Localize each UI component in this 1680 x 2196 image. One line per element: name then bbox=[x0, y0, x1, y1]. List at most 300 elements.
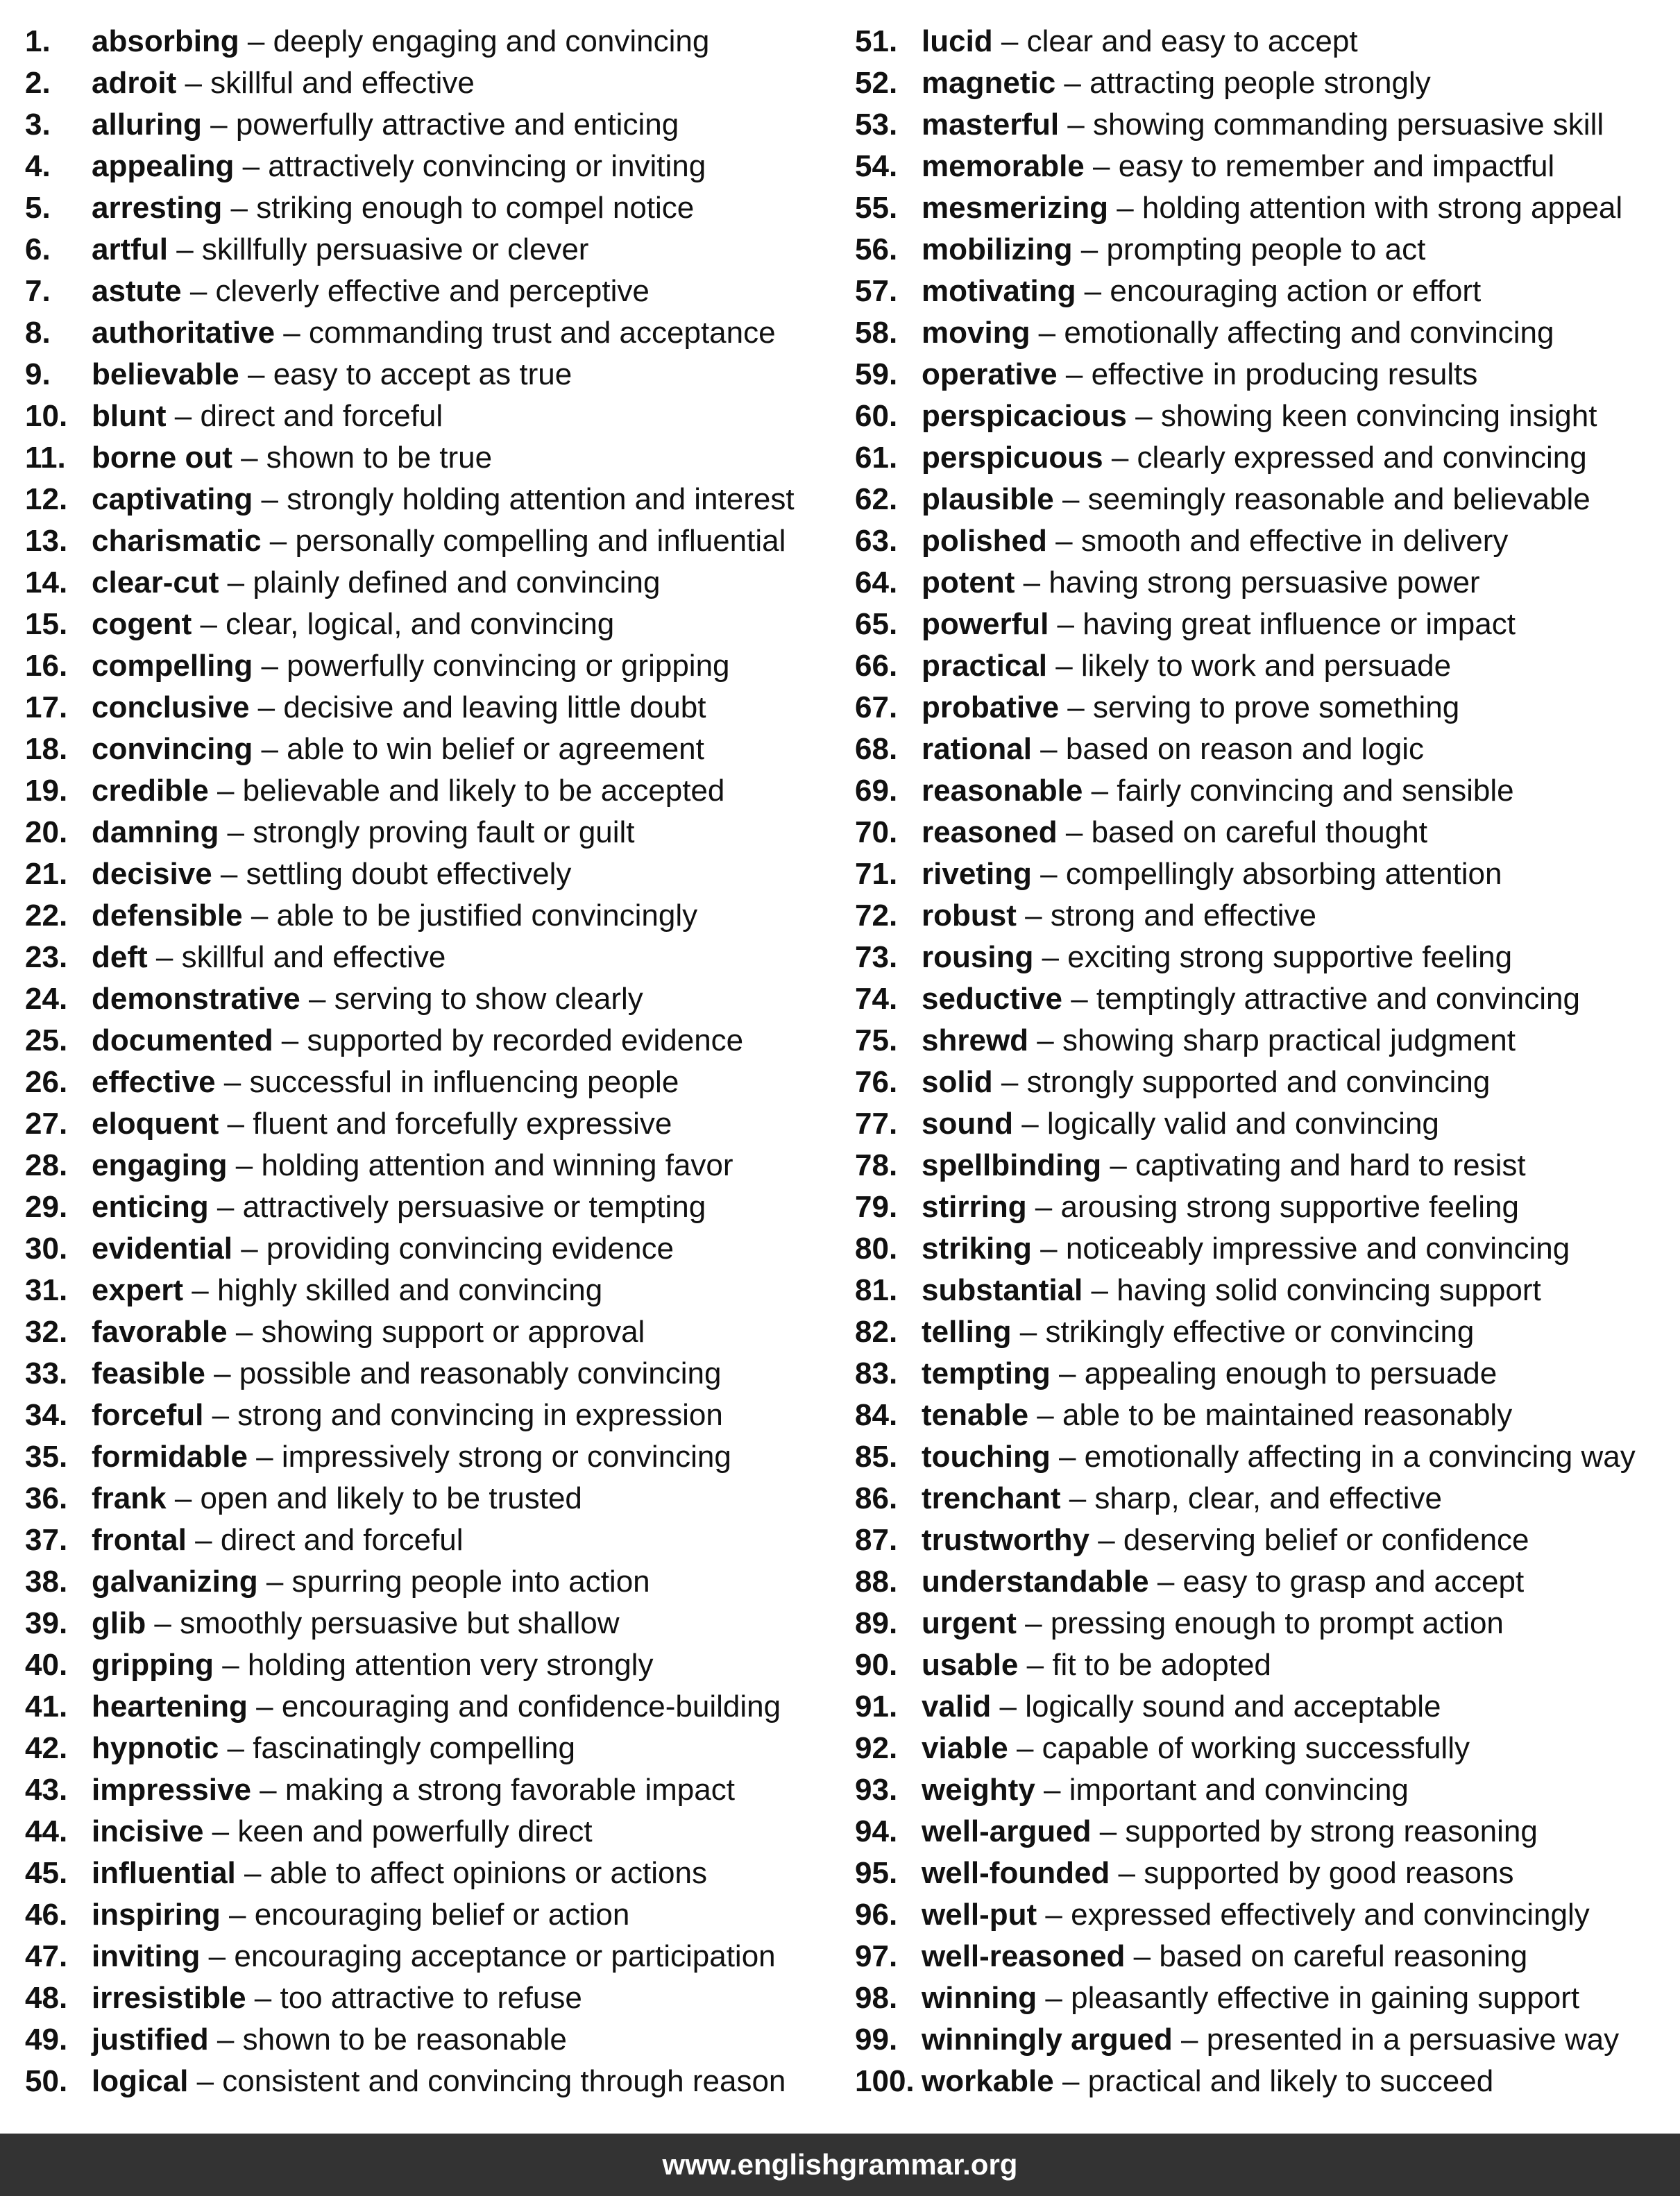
list-item-definition: clearly expressed and convincing bbox=[1137, 441, 1587, 475]
list-item bbox=[25, 520, 851, 562]
list-item-number: 84. bbox=[855, 1398, 898, 1432]
list-item-word: mobilizing bbox=[922, 232, 1073, 266]
list-item-separator: – bbox=[1015, 565, 1049, 599]
list-item bbox=[25, 354, 851, 395]
list-item-definition: fit to be adopted bbox=[1052, 1648, 1271, 1682]
list-item-word: inviting bbox=[92, 1939, 201, 1973]
list-item-definition: showing keen convincing insight bbox=[1160, 399, 1597, 433]
list-item-separator: – bbox=[146, 1606, 180, 1640]
list-item-number: 10. bbox=[25, 399, 68, 433]
list-item-word: enticing bbox=[92, 1190, 209, 1224]
list-item-definition: strongly proving fault or guilt bbox=[253, 815, 635, 849]
list-item bbox=[855, 2019, 1680, 2061]
list-item bbox=[25, 187, 851, 229]
list-item-number: 13. bbox=[25, 524, 68, 558]
list-item-number: 73. bbox=[855, 940, 898, 974]
list-item bbox=[855, 1228, 1680, 1270]
list-item-definition: encouraging and confidence-building bbox=[281, 1689, 781, 1723]
list-item-separator: – bbox=[188, 2064, 223, 2098]
footer-url[interactable]: www.englishgrammar.org bbox=[662, 2148, 1018, 2181]
list-item-separator: – bbox=[176, 66, 211, 100]
list-item-word: seductive bbox=[922, 982, 1062, 1016]
list-item-definition: holding attention and winning favor bbox=[261, 1148, 733, 1182]
list-item-separator: – bbox=[239, 357, 273, 391]
list-item-word: feasible bbox=[92, 1356, 205, 1390]
list-item-separator: – bbox=[166, 399, 201, 433]
list-item-separator: – bbox=[208, 774, 243, 808]
list-item-separator: – bbox=[1103, 441, 1137, 475]
list-item bbox=[855, 354, 1680, 395]
list-item bbox=[855, 1977, 1680, 2019]
list-item bbox=[25, 1936, 851, 1977]
list-item-separator: – bbox=[219, 1731, 253, 1765]
list-item-number: 83. bbox=[855, 1356, 898, 1390]
list-item-separator: – bbox=[1059, 108, 1093, 142]
list-item-separator: – bbox=[219, 1107, 253, 1141]
list-item-word: winning bbox=[922, 1981, 1037, 2015]
list-item-definition: impressively strong or convincing bbox=[281, 1440, 731, 1474]
list-item-definition: likely to work and persuade bbox=[1080, 649, 1452, 683]
list-item-number: 7. bbox=[25, 274, 51, 308]
list-item-separator: – bbox=[261, 524, 296, 558]
list-item-word: heartening bbox=[92, 1689, 248, 1723]
list-item bbox=[25, 687, 851, 729]
list-item-separator: – bbox=[992, 24, 1027, 58]
list-item-definition: practical and likely to succeed bbox=[1087, 2064, 1494, 2098]
list-item-word: shrewd bbox=[922, 1023, 1029, 1057]
list-item-definition: strong and convincing in expression bbox=[237, 1398, 723, 1432]
list-item-definition: having great influence or impact bbox=[1083, 607, 1516, 641]
list-item-definition: based on reason and logic bbox=[1065, 732, 1425, 766]
list-item-definition: open and likely to be trusted bbox=[200, 1481, 582, 1515]
list-item bbox=[855, 1062, 1680, 1103]
list-item-separator: – bbox=[253, 649, 287, 683]
list-item-word: defensible bbox=[92, 899, 243, 933]
list-item bbox=[25, 312, 851, 354]
list-item bbox=[855, 1145, 1680, 1186]
list-item bbox=[855, 1728, 1680, 1769]
list-item-definition: striking enough to compel notice bbox=[256, 191, 695, 225]
list-item bbox=[25, 1353, 851, 1395]
list-item bbox=[25, 1311, 851, 1353]
list-item-separator: – bbox=[991, 1689, 1026, 1723]
list-item-number: 9. bbox=[25, 357, 51, 391]
list-item bbox=[25, 1603, 851, 1644]
list-item-definition: supported by strong reasoning bbox=[1125, 1814, 1538, 1848]
list-item-separator: – bbox=[168, 232, 202, 266]
list-item bbox=[25, 271, 851, 312]
list-item bbox=[855, 1520, 1680, 1561]
list-item-number: 64. bbox=[855, 565, 898, 599]
list-item-word: logical bbox=[92, 2064, 189, 2098]
list-item-number: 39. bbox=[25, 1606, 68, 1640]
list-item-word: rational bbox=[922, 732, 1032, 766]
list-item-definition: keen and powerfully direct bbox=[237, 1814, 593, 1848]
list-item-word: astute bbox=[92, 274, 182, 308]
list-item bbox=[855, 604, 1680, 645]
word-list-column-left bbox=[25, 21, 851, 2102]
list-item-word: justified bbox=[92, 2023, 209, 2057]
list-item-number: 88. bbox=[855, 1565, 898, 1599]
list-item-separator: – bbox=[1018, 1648, 1053, 1682]
list-item-separator: – bbox=[1172, 2023, 1207, 2057]
list-item-separator: – bbox=[1049, 607, 1083, 641]
list-item-word: riveting bbox=[922, 857, 1032, 891]
list-item-separator: – bbox=[1016, 1606, 1051, 1640]
list-item-word: touching bbox=[922, 1440, 1051, 1474]
list-item-number: 43. bbox=[25, 1773, 68, 1807]
list-item-definition: consistent and convincing through reason bbox=[222, 2064, 786, 2098]
list-item bbox=[25, 479, 851, 520]
list-item bbox=[25, 770, 851, 812]
list-item bbox=[25, 1145, 851, 1186]
list-item-definition: exciting strong supportive feeling bbox=[1067, 940, 1513, 974]
list-item-separator: – bbox=[1091, 1814, 1126, 1848]
list-item-definition: serving to show clearly bbox=[334, 982, 643, 1016]
list-item-word: motivating bbox=[922, 274, 1076, 308]
list-item bbox=[25, 1561, 851, 1603]
list-item-definition: seemingly reasonable and believable bbox=[1087, 482, 1590, 516]
list-item-number: 98. bbox=[855, 1981, 898, 2015]
list-item bbox=[25, 1186, 851, 1228]
list-item bbox=[25, 395, 851, 437]
list-item-definition: skillfully persuasive or clever bbox=[201, 232, 589, 266]
list-item-separator: – bbox=[1072, 232, 1107, 266]
list-item bbox=[855, 812, 1680, 853]
list-item-separator: – bbox=[247, 1689, 282, 1723]
list-item-separator: – bbox=[203, 1398, 238, 1432]
list-item-number: 82. bbox=[855, 1315, 898, 1349]
list-item-number: 93. bbox=[855, 1773, 898, 1807]
list-item-separator: – bbox=[239, 24, 273, 58]
list-item bbox=[855, 1311, 1680, 1353]
list-item bbox=[25, 1478, 851, 1520]
list-item bbox=[855, 437, 1680, 479]
list-item-number: 25. bbox=[25, 1023, 68, 1057]
list-item-definition: successful in influencing people bbox=[249, 1065, 679, 1099]
list-item bbox=[25, 2019, 851, 2061]
list-item-separator: – bbox=[1037, 1898, 1071, 1932]
list-item-definition: arousing strong supportive feeling bbox=[1060, 1190, 1519, 1224]
list-item-number: 57. bbox=[855, 274, 898, 308]
list-item-word: decisive bbox=[92, 857, 212, 891]
list-item-separator: – bbox=[247, 1440, 282, 1474]
list-item-definition: smoothly persuasive but shallow bbox=[180, 1606, 620, 1640]
list-item-word: frank bbox=[92, 1481, 167, 1515]
list-item-word: impressive bbox=[92, 1773, 251, 1807]
list-item bbox=[25, 729, 851, 770]
list-item-definition: fairly convincing and sensible bbox=[1117, 774, 1514, 808]
list-item-separator: – bbox=[1012, 1107, 1047, 1141]
list-item-word: perspicacious bbox=[922, 399, 1127, 433]
list-item bbox=[855, 895, 1680, 937]
list-item-separator: – bbox=[1050, 1356, 1085, 1390]
list-item bbox=[25, 1728, 851, 1769]
list-item-separator: – bbox=[992, 1065, 1027, 1099]
list-item-separator: – bbox=[1035, 1773, 1069, 1807]
list-item-definition: prompting people to act bbox=[1106, 232, 1426, 266]
list-item-number: 76. bbox=[855, 1065, 898, 1099]
list-item-word: galvanizing bbox=[92, 1565, 258, 1599]
list-item-definition: shown to be true bbox=[266, 441, 493, 475]
list-item-word: viable bbox=[922, 1731, 1008, 1765]
list-item-number: 36. bbox=[25, 1481, 68, 1515]
list-item-number: 18. bbox=[25, 732, 68, 766]
list-item-word: tempting bbox=[922, 1356, 1051, 1390]
list-item-number: 38. bbox=[25, 1565, 68, 1599]
list-item-separator: – bbox=[1089, 1523, 1123, 1557]
list-item bbox=[855, 1270, 1680, 1311]
list-item-definition: commanding trust and acceptance bbox=[308, 316, 776, 350]
list-item-separator: – bbox=[1053, 482, 1088, 516]
list-item bbox=[25, 853, 851, 895]
list-item-number: 67. bbox=[855, 690, 898, 724]
list-item-definition: able to win belief or agreement bbox=[287, 732, 704, 766]
list-item-separator: – bbox=[1126, 399, 1161, 433]
list-item-word: glib bbox=[92, 1606, 146, 1640]
list-item-word: urgent bbox=[922, 1606, 1017, 1640]
list-item-word: incisive bbox=[92, 1814, 204, 1848]
list-item-definition: easy to remember and impactful bbox=[1118, 149, 1555, 183]
list-item bbox=[25, 1062, 851, 1103]
list-item bbox=[855, 687, 1680, 729]
list-item-separator: – bbox=[1046, 649, 1081, 683]
list-item-separator: – bbox=[147, 940, 182, 974]
list-item bbox=[25, 1811, 851, 1853]
list-item bbox=[855, 104, 1680, 146]
list-item-word: workable bbox=[922, 2064, 1054, 2098]
list-item-definition: deeply engaging and convincing bbox=[273, 24, 710, 58]
list-item bbox=[855, 1395, 1680, 1436]
list-item-separator: – bbox=[257, 1565, 292, 1599]
list-item-number: 2. bbox=[25, 66, 51, 100]
list-item-number: 3. bbox=[25, 108, 51, 142]
list-item bbox=[855, 229, 1680, 271]
list-item bbox=[855, 1020, 1680, 1062]
list-item-number: 51. bbox=[855, 24, 898, 58]
list-item bbox=[855, 1811, 1680, 1853]
list-item-definition: serving to prove something bbox=[1092, 690, 1460, 724]
list-item bbox=[25, 604, 851, 645]
list-item-word: understandable bbox=[922, 1565, 1149, 1599]
list-item-definition: direct and forceful bbox=[200, 399, 443, 433]
list-item-definition: making a strong favorable impact bbox=[285, 1773, 735, 1807]
list-item-definition: strongly holding attention and interest bbox=[287, 482, 795, 516]
list-item-definition: effective in producing results bbox=[1091, 357, 1478, 391]
list-item-separator: – bbox=[222, 191, 257, 225]
list-item bbox=[855, 562, 1680, 604]
list-item-definition: shown to be reasonable bbox=[242, 2023, 567, 2057]
list-item bbox=[855, 479, 1680, 520]
list-item-separator: – bbox=[219, 815, 253, 849]
list-item-separator: – bbox=[232, 1232, 266, 1266]
list-item-number: 23. bbox=[25, 940, 68, 974]
list-item-word: documented bbox=[92, 1023, 273, 1057]
list-item-number: 41. bbox=[25, 1689, 68, 1723]
list-item-definition: pleasantly effective in gaining support bbox=[1071, 1981, 1580, 2015]
list-item-number: 91. bbox=[855, 1689, 898, 1723]
list-item-definition: having strong persuasive power bbox=[1049, 565, 1480, 599]
list-item-separator: – bbox=[1030, 316, 1064, 350]
list-item-separator: – bbox=[166, 1481, 201, 1515]
list-item-definition: strong and effective bbox=[1050, 899, 1317, 933]
list-item-separator: – bbox=[253, 482, 287, 516]
list-item-word: memorable bbox=[922, 149, 1085, 183]
list-item bbox=[25, 229, 851, 271]
list-item-number: 27. bbox=[25, 1107, 68, 1141]
list-item-word: spellbinding bbox=[922, 1148, 1102, 1182]
list-item-number: 4. bbox=[25, 149, 51, 183]
list-item-number: 45. bbox=[25, 1856, 68, 1890]
list-item-word: irresistible bbox=[92, 1981, 246, 2015]
list-item-separator: – bbox=[227, 1315, 262, 1349]
list-item-separator: – bbox=[200, 1939, 235, 1973]
list-item-word: credible bbox=[92, 774, 209, 808]
list-item-definition: having solid convincing support bbox=[1117, 1273, 1541, 1307]
list-item-separator: – bbox=[232, 441, 266, 475]
list-item-number: 42. bbox=[25, 1731, 68, 1765]
list-item-word: tenable bbox=[922, 1398, 1029, 1432]
list-item-word: believable bbox=[92, 357, 239, 391]
list-item-word: lucid bbox=[922, 24, 993, 58]
list-item-word: usable bbox=[922, 1648, 1019, 1682]
list-item-word: striking bbox=[922, 1232, 1032, 1266]
list-item bbox=[25, 2061, 851, 2102]
list-item-number: 92. bbox=[855, 1731, 898, 1765]
list-item-number: 26. bbox=[25, 1065, 68, 1099]
list-item-separator: – bbox=[1028, 1023, 1062, 1057]
list-item bbox=[25, 562, 851, 604]
list-item-number: 14. bbox=[25, 565, 68, 599]
list-item-word: gripping bbox=[92, 1648, 214, 1682]
list-item-number: 11. bbox=[25, 441, 66, 475]
list-item bbox=[25, 812, 851, 853]
list-item-number: 61. bbox=[855, 441, 898, 475]
list-item-number: 47. bbox=[25, 1939, 68, 1973]
list-item-word: trustworthy bbox=[922, 1523, 1089, 1557]
list-item-number: 62. bbox=[855, 482, 898, 516]
list-item-word: engaging bbox=[92, 1148, 228, 1182]
list-item-number: 79. bbox=[855, 1190, 898, 1224]
list-item-separator: – bbox=[1033, 940, 1068, 974]
list-item-definition: emotionally affecting in a convincing way bbox=[1084, 1440, 1636, 1474]
list-item-separator: – bbox=[219, 565, 253, 599]
list-item bbox=[25, 1520, 851, 1561]
list-item-separator: – bbox=[1016, 899, 1051, 933]
list-item-number: 44. bbox=[25, 1814, 68, 1848]
list-item-number: 31. bbox=[25, 1273, 68, 1307]
list-item-number: 86. bbox=[855, 1481, 898, 1515]
list-item-separator: – bbox=[215, 1065, 250, 1099]
list-item-word: evidential bbox=[92, 1232, 232, 1266]
list-item bbox=[855, 1644, 1680, 1686]
list-item-definition: fascinatingly compelling bbox=[253, 1731, 575, 1765]
list-item-word: substantial bbox=[922, 1273, 1083, 1307]
list-item-number: 60. bbox=[855, 399, 898, 433]
list-item bbox=[855, 1894, 1680, 1936]
list-item bbox=[855, 1353, 1680, 1395]
list-item bbox=[855, 1686, 1680, 1728]
list-item-separator: – bbox=[212, 857, 246, 891]
list-item-separator: – bbox=[1008, 1731, 1042, 1765]
list-item-number: 99. bbox=[855, 2023, 898, 2057]
list-item-separator: – bbox=[227, 1148, 262, 1182]
list-item-number: 72. bbox=[855, 899, 898, 933]
list-item-number: 46. bbox=[25, 1898, 68, 1932]
list-item-separator: – bbox=[249, 690, 284, 724]
list-item-word: well-reasoned bbox=[922, 1939, 1126, 1973]
list-item bbox=[855, 520, 1680, 562]
list-item-separator: – bbox=[186, 1523, 221, 1557]
list-item-word: expert bbox=[92, 1273, 184, 1307]
list-item bbox=[855, 937, 1680, 978]
list-item-definition: clear and easy to accept bbox=[1026, 24, 1358, 58]
list-item-word: convincing bbox=[92, 732, 253, 766]
list-item-definition: supported by good reasons bbox=[1144, 1856, 1514, 1890]
list-item bbox=[855, 1853, 1680, 1894]
list-item-definition: powerfully attractive and enticing bbox=[235, 108, 679, 142]
list-item-number: 6. bbox=[25, 232, 51, 266]
list-item-definition: plainly defined and convincing bbox=[253, 565, 661, 599]
list-item-word: deft bbox=[92, 940, 148, 974]
list-item bbox=[855, 1769, 1680, 1811]
list-item-number: 12. bbox=[25, 482, 68, 516]
list-item-word: cogent bbox=[92, 607, 192, 641]
list-item-word: compelling bbox=[92, 649, 253, 683]
list-item-definition: showing commanding persuasive skill bbox=[1093, 108, 1604, 142]
list-item bbox=[25, 1644, 851, 1686]
list-item bbox=[25, 1853, 851, 1894]
list-item-word: charismatic bbox=[92, 524, 262, 558]
list-item-separator: – bbox=[251, 1773, 285, 1807]
list-item-definition: attractively convincing or inviting bbox=[268, 149, 706, 183]
list-item-word: reasonable bbox=[922, 774, 1083, 808]
list-item-word: inspiring bbox=[92, 1898, 221, 1932]
list-item-number: 87. bbox=[855, 1523, 898, 1557]
list-item bbox=[855, 187, 1680, 229]
list-item-definition: holding attention very strongly bbox=[247, 1648, 654, 1682]
list-item-definition: logically valid and convincing bbox=[1046, 1107, 1439, 1141]
list-item-number: 21. bbox=[25, 857, 68, 891]
list-item-word: winningly argued bbox=[922, 2023, 1173, 2057]
list-item-definition: smooth and effective in delivery bbox=[1080, 524, 1509, 558]
list-item-word: well-argued bbox=[922, 1814, 1092, 1848]
list-item-separator: – bbox=[1055, 66, 1090, 100]
list-item-number: 52. bbox=[855, 66, 898, 100]
list-item bbox=[25, 1020, 851, 1062]
list-item-definition: able to be justified convincingly bbox=[276, 899, 698, 933]
list-item-word: effective bbox=[92, 1065, 216, 1099]
list-item-definition: easy to accept as true bbox=[273, 357, 572, 391]
list-item-word: captivating bbox=[92, 482, 253, 516]
list-item bbox=[25, 146, 851, 187]
list-item-number: 95. bbox=[855, 1856, 898, 1890]
list-item-separator: – bbox=[1037, 1981, 1071, 2015]
list-item-word: blunt bbox=[92, 399, 167, 433]
list-item-separator: – bbox=[246, 1981, 280, 2015]
list-item-number: 90. bbox=[855, 1648, 898, 1682]
list-item-separator: – bbox=[1110, 1856, 1144, 1890]
list-item bbox=[25, 437, 851, 479]
list-item bbox=[25, 978, 851, 1020]
list-item-word: perspicuous bbox=[922, 441, 1103, 475]
list-item-word: reasoned bbox=[922, 815, 1058, 849]
list-item-word: alluring bbox=[92, 108, 202, 142]
list-item-number: 66. bbox=[855, 649, 898, 683]
list-item-word: authoritative bbox=[92, 316, 275, 350]
list-item-word: sound bbox=[922, 1107, 1013, 1141]
list-item-definition: powerfully convincing or gripping bbox=[287, 649, 730, 683]
